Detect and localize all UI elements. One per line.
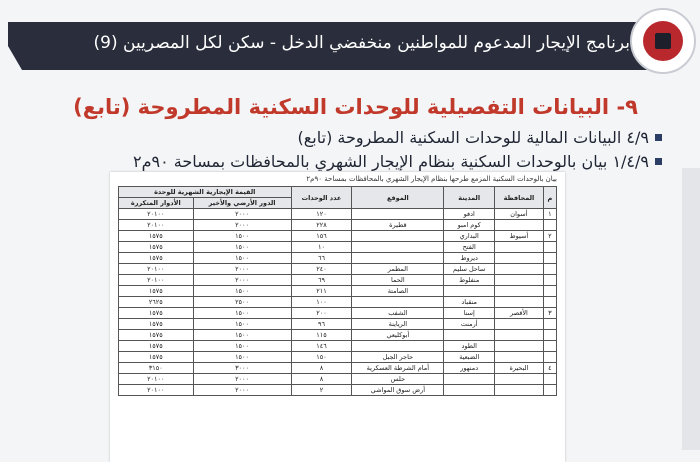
square-bullet-icon (655, 158, 662, 165)
table-cell-city (444, 330, 495, 341)
table-row (119, 363, 557, 374)
table-cell-loc: أرض سوق المواشي (352, 385, 444, 396)
col-units: عدد الوحدات (291, 187, 352, 209)
table-cell-rep: ١٥٧٥ (119, 308, 194, 319)
rent-table (118, 186, 557, 396)
table-cell-rep: ٢٠١٠٠ (119, 374, 194, 385)
table-cell-num: ٤ (543, 363, 556, 374)
table-cell-loc (352, 253, 444, 264)
table-cell-num: ٢ (543, 231, 556, 242)
table-cell-num: ١ (543, 209, 556, 220)
table-cell-units: ١٠ (291, 242, 352, 253)
table-cell-gov (495, 319, 544, 330)
table-cell-rep: ١٥٧٥ (119, 341, 194, 352)
table-cell-units: ١٢٠ (291, 209, 352, 220)
table-cell-city (444, 385, 495, 396)
table-cell-rep: ٢٠١٠٠ (119, 264, 194, 275)
table-row (119, 231, 557, 242)
table-cell-city: أرمنت (444, 319, 495, 330)
table-cell-rep: ٣١٥٠ (119, 363, 194, 374)
table-cell-gov (495, 374, 544, 385)
table-cell-num (543, 319, 556, 330)
table-cell-units: ١٤٦ (291, 341, 352, 352)
table-cell-ground: ١٥٠٠ (193, 341, 291, 352)
table-cell-num (543, 220, 556, 231)
ministry-logo (630, 8, 696, 74)
table-row (119, 253, 557, 264)
table-cell-ground: ١٥٠٠ (193, 330, 291, 341)
table-cell-gov (495, 286, 544, 297)
table-cell-num (543, 264, 556, 275)
table-cell-ground: ٢٥٠٠ (193, 297, 291, 308)
table-cell-city: إسنا (444, 308, 495, 319)
table-cell-gov: أسوان (495, 209, 544, 220)
table-cell-rep: ١٥٧٥ (119, 286, 194, 297)
table-cell-ground: ٢٠٠٠ (193, 385, 291, 396)
section-title: ٩- البيانات التفصيلية للوحدات السكنية المطروحة (تابع) (73, 95, 638, 119)
table-cell-gov (495, 242, 544, 253)
col-ground-last: الدور الأرضي والأخير (193, 198, 291, 209)
table-cell-city: كوم امبو (444, 220, 495, 231)
square-bullet-icon (655, 134, 662, 141)
table-row (119, 308, 557, 319)
table-sheet (110, 172, 565, 462)
table-cell-num (543, 330, 556, 341)
table-row (119, 286, 557, 297)
table-cell-city: دمنهور (444, 363, 495, 374)
table-cell-gov (495, 352, 544, 363)
table-cell-loc: أبوكليعي (352, 330, 444, 341)
table-cell-num (543, 341, 556, 352)
table-row (119, 220, 557, 231)
table-cell-gov: أسيوط (495, 231, 544, 242)
table-cell-rep: ١٥٧٥ (119, 352, 194, 363)
table-cell-num (543, 286, 556, 297)
table-cell-loc (352, 242, 444, 253)
banner-title: برنامج الإيجار المدعوم للمواطنين منخفضي الدخل - سكن لكل المصريين (9) (93, 33, 630, 53)
table-cell-city: ادفو (444, 209, 495, 220)
table-row (119, 275, 557, 286)
table-cell-ground: ١٥٠٠ (193, 231, 291, 242)
table-body (119, 209, 557, 396)
table-cell-city: ساحل سليم (444, 264, 495, 275)
table-cell-gov (495, 220, 544, 231)
table-row (119, 352, 557, 363)
emblem-icon (643, 21, 683, 61)
table-cell-units: ٢٢٨ (291, 220, 352, 231)
table-row (119, 297, 557, 308)
table-row (119, 330, 557, 341)
table-cell-gov (495, 330, 544, 341)
col-city: المدينة (444, 187, 495, 209)
table-cell-ground: ١٥٠٠ (193, 352, 291, 363)
table-row (119, 319, 557, 330)
table-row (119, 385, 557, 396)
table-cell-ground: ١٥٠٠ (193, 286, 291, 297)
table-cell-city: الضبعية (444, 352, 495, 363)
col-value-group: القيمة الإيجارية الشهرية للوحدة (119, 187, 292, 198)
table-cell-num (543, 385, 556, 396)
table-cell-gov (495, 297, 544, 308)
table-cell-loc: أمام الشرطة العسكرية (352, 363, 444, 374)
table-cell-loc: الرياينة (352, 319, 444, 330)
table-cell-ground: ٢٠٠٠ (193, 275, 291, 286)
table-cell-gov (495, 385, 544, 396)
table-cell-rep: ٢٠١٠٠ (119, 275, 194, 286)
table-cell-loc: المطمر (352, 264, 444, 275)
col-governorate: المحافظة (495, 187, 544, 209)
table-cell-loc: الحما (352, 275, 444, 286)
table-cell-units: ٨ (291, 363, 352, 374)
table-cell-gov (495, 275, 544, 286)
side-strip (682, 168, 700, 450)
table-cell-units: ٨ (291, 374, 352, 385)
table-cell-ground: ٣٠٠٠ (193, 363, 291, 374)
table-cell-num (543, 242, 556, 253)
bullet-item: ١/٤/٩ بيان بالوحدات السكنية بنظام الإيجار الشهري بالمحافظات بمساحة ٩٠م٢ (133, 152, 662, 171)
table-cell-units: ٢١١ (291, 286, 352, 297)
table-cell-loc: قطيرة (352, 220, 444, 231)
table-row (119, 264, 557, 275)
table-cell-city (444, 286, 495, 297)
table-cell-gov (495, 341, 544, 352)
table-cell-rep: ٢٦٢٥ (119, 297, 194, 308)
table-cell-gov (495, 264, 544, 275)
table-cell-rep: ١٥٧٥ (119, 242, 194, 253)
table-cell-rep: ١٥٧٥ (119, 231, 194, 242)
table-cell-ground: ١٥٠٠ (193, 308, 291, 319)
table-cell-loc: الشفب (352, 308, 444, 319)
table-cell-units: ٢٠٠ (291, 308, 352, 319)
table-cell-units: ١٥٠ (291, 352, 352, 363)
table-cell-num: ٣ (543, 308, 556, 319)
table-row (119, 242, 557, 253)
table-cell-city: ديروط (444, 253, 495, 264)
table-cell-units: ٢٤٠ (291, 264, 352, 275)
table-cell-rep: ٢٠١٠٠ (119, 220, 194, 231)
table-cell-units: ٦٩ (291, 275, 352, 286)
table-cell-gov (495, 253, 544, 264)
col-num: م (543, 187, 556, 209)
table-cell-loc: حاجر الجبل (352, 352, 444, 363)
table-cell-units: ٢ (291, 385, 352, 396)
table-cell-city: الطود (444, 341, 495, 352)
table-cell-ground: ٢٠٠٠ (193, 374, 291, 385)
table-cell-num (543, 297, 556, 308)
table-row (119, 341, 557, 352)
table-cell-units: ١٠٠ (291, 297, 352, 308)
table-cell-rep: ٢٠١٠٠ (119, 209, 194, 220)
table-cell-city: منقباد (444, 297, 495, 308)
table-cell-loc (352, 297, 444, 308)
table-cell-city: الفتح (444, 242, 495, 253)
table-cell-rep: ٢٠١٠٠ (119, 385, 194, 396)
table-cell-num (543, 253, 556, 264)
table-cell-loc: الصامتة (352, 286, 444, 297)
bullet-item: ٤/٩ البيانات المالية للوحدات السكنية المطروحة (تابع) (298, 128, 662, 147)
table-cell-ground: ١٥٠٠ (193, 242, 291, 253)
table-cell-num (543, 352, 556, 363)
table-cell-loc: حلس (352, 374, 444, 385)
table-cell-units: ٦٦ (291, 253, 352, 264)
table-cell-loc (352, 341, 444, 352)
table-cell-gov: البحيرة (495, 363, 544, 374)
col-location: الموقع (352, 187, 444, 209)
table-cell-city: منفلوط (444, 275, 495, 286)
table-cell-ground: ٢٠٠٠ (193, 264, 291, 275)
table-cell-loc (352, 231, 444, 242)
col-repeated: الأدوار المتكررة (119, 198, 194, 209)
table-cell-rep: ١٥٧٥ (119, 319, 194, 330)
table-cell-loc (352, 209, 444, 220)
table-cell-gov: الأقصر (495, 308, 544, 319)
table-cell-ground: ٢٠٠٠ (193, 209, 291, 220)
table-cell-units: ١١٥ (291, 330, 352, 341)
table-cell-ground: ١٥٠٠ (193, 319, 291, 330)
table-cell-ground: ١٥٠٠ (193, 253, 291, 264)
table-cell-rep: ١٥٧٥ (119, 253, 194, 264)
table-cell-units: ١٥٦ (291, 231, 352, 242)
table-row (119, 374, 557, 385)
table-row (119, 209, 557, 220)
table-caption: بيان بالوحدات السكنية المزمع طرحها بنظام الإيجار الشهري بالمحافظات بمساحة ٩٠م٢ (306, 175, 557, 183)
table-cell-rep: ١٥٧٥ (119, 330, 194, 341)
table-cell-units: ٩٦ (291, 319, 352, 330)
table-cell-num (543, 374, 556, 385)
table-cell-city: البداري (444, 231, 495, 242)
table-cell-ground: ٢٠٠٠ (193, 220, 291, 231)
table-cell-num (543, 275, 556, 286)
table-cell-city (444, 374, 495, 385)
